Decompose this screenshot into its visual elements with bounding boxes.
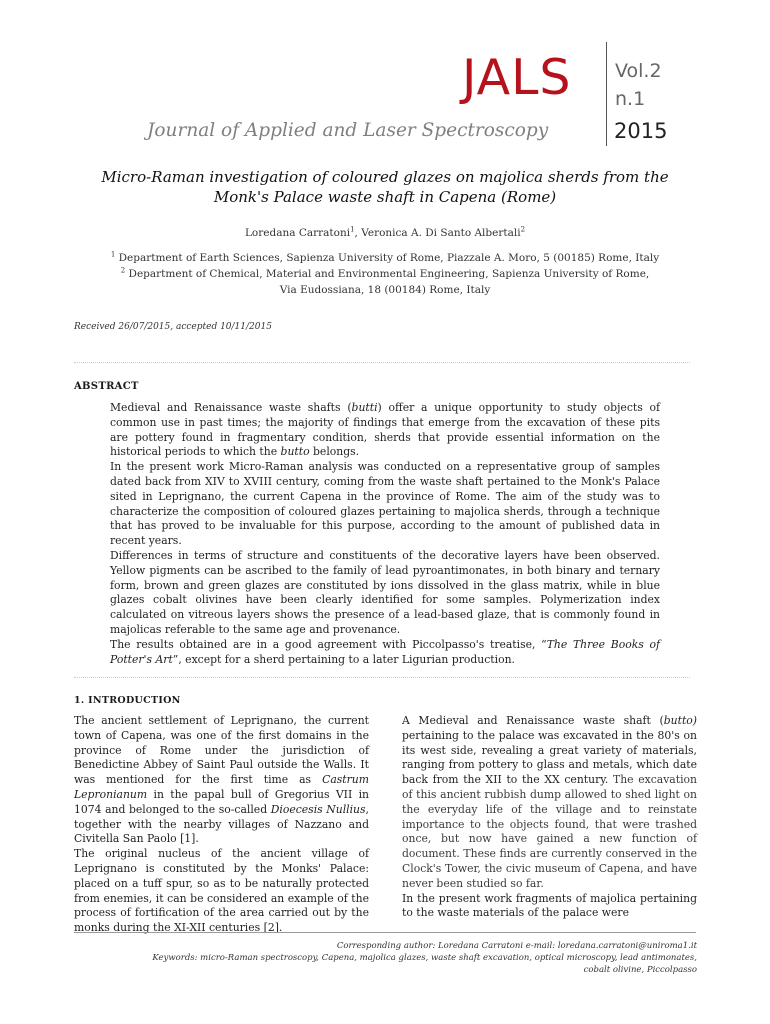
- abstract-body: [110, 401, 660, 667]
- affiliation-2-text: Department of Chemical, Material and Environmental Engineering, Sapienza University of Rome,: [125, 268, 650, 280]
- author-separator: ,: [354, 227, 362, 239]
- journal-name: Journal of Applied and Laser Spectroscopy: [147, 120, 549, 141]
- affiliation-2-line-2: Via Eudossiana, 18 (00184) Rome, Italy: [279, 284, 491, 296]
- article-title: [70, 167, 700, 207]
- body-emphasis: butto): [663, 714, 697, 727]
- abstract-paragraph-3: Differences in terms of structure and constituents of the decorative layers have been observed. Yellow pigments can be ascribed to the family of lead pyroantimonates, in both binary and ternary form, brown and green glazes are constituted by ions dissolved in the glass matrix, while in blue glazes cobalt olivines have been clearly identified for some samples. Polymerization index calculated on vitreous layers shows the presence of a lead-based glaze, that is commonly found in majolicas referable to the same age and provenance.: [110, 548, 660, 636]
- abstract-emphasis: butto: [280, 445, 310, 459]
- affiliation-1-text: Department of Earth Sciences, Sapienza University of Rome, Piazzale A. Moro, 5 (00185) Rome, Italy: [115, 252, 660, 264]
- publication-year: 2015: [614, 119, 668, 143]
- corresponding-author: Corresponding author: Loredana Carratoni e-mail: loredana.carratoni@uniroma1.it: [336, 941, 697, 951]
- affiliation-2: [70, 266, 700, 282]
- journal-logo: JALS: [462, 49, 572, 106]
- intro-paragraph-3: [402, 714, 697, 892]
- body-text: The excavation of this ancient rubbish dump allowed to shed light on the everyday life of the village and to reinstate importance to the objects found, that were trashed once, but now have gained a new function of document. These finds are currently conserved in the Clock's Tower, the civic museum of Capena, and have never been studied so far.: [402, 773, 697, 890]
- body-emphasis: Castrum Lepronianum: [74, 773, 369, 801]
- abstract-emphasis: The Three Books of Potter's Art: [110, 637, 660, 666]
- volume-label: Vol.2: [615, 60, 662, 82]
- intro-paragraph-4: In the present work fragments of majolica pertaining to the waste materials of the palace were: [402, 891, 697, 920]
- title-line-1: Micro-Raman investigation of coloured glazes on majolica sherds from the: [101, 168, 669, 186]
- author-2: Veronica A. Di Santo Albertali: [361, 227, 521, 239]
- affiliation-1-mark: 1: [110, 250, 116, 259]
- abstract-paragraph-4: [110, 638, 660, 668]
- issue-number: n.1: [615, 88, 646, 110]
- abstract-paragraph-2: In the present work Micro-Raman analysis was conducted on a representative group of samples dated back from XIV to XVIII century, coming from the waste shaft pertained to the Monk's Palace sited in Leprignano, the current Capena in the province of Rome. The aim of the study was to characterize the composition of coloured glazes pertaining to majolica sherds, through a technique that has proved to be invaluable for this purpose, according to the amount of published data in recent years.: [110, 460, 660, 548]
- footnote-rule: [74, 932, 696, 933]
- body-text: A Medieval and Renaissance waste shaft (: [402, 714, 664, 727]
- keywords-line-1: Keywords: micro-Raman spectroscopy, Capena, majolica glazes, waste shaft excavation, optical microscopy, lead antimonates,: [152, 953, 697, 963]
- body-text: , together with the nearby villages of Nazzano and Civitella San Paolo [1].: [74, 802, 369, 846]
- author-1-affil-mark: 1: [350, 225, 355, 234]
- abstract-text: ”, except for a sherd pertaining to a later Ligurian production.: [172, 652, 515, 666]
- abstract-emphasis: butti: [351, 401, 378, 414]
- left-column: [74, 714, 369, 936]
- body-emphasis: Dioecesis Nullius: [270, 802, 366, 816]
- keywords-line-2: cobalt olivine, Piccolpasso: [583, 965, 697, 975]
- intro-paragraph-1: [74, 714, 369, 847]
- abstract-text: The results obtained are in a good agreement with Piccolpasso's treatise, “: [110, 637, 547, 651]
- abstract-text: Medieval and Renaissance waste shafts (: [110, 401, 352, 414]
- divider-top: [74, 362, 690, 363]
- author-list: [70, 226, 700, 240]
- received-date: Received 26/07/2015, accepted 10/11/2015: [74, 322, 272, 332]
- abstract-paragraph-1: [110, 401, 660, 460]
- body-text: The ancient settlement of Leprignano, the current town of Capena, was one of the first domains in the province of Rome under the jurisdiction of Benedictine Abbey of Saint Paul outside the Walls. It was mentioned for the first time as: [74, 714, 369, 787]
- author-1: Loredana Carratoni: [244, 227, 351, 239]
- abstract-text: belongs.: [309, 445, 360, 459]
- author-2-affil-mark: 2: [520, 225, 526, 234]
- affiliation-2-mark: 2: [120, 266, 126, 275]
- title-line-2: Monk's Palace waste shaft in Capena (Rome): [213, 188, 557, 206]
- masthead-divider: [606, 42, 607, 146]
- abstract-heading: ABSTRACT: [74, 381, 139, 392]
- body-text: pertaining to the palace was excavated in the 80's on its west side, revealing a great variety of materials, ranging from pottery to glass and metals, which date back from the XII to the XX century.: [402, 728, 697, 787]
- intro-paragraph-2: The original nucleus of the ancient village of Leprignano is constituted by the Monks' Palace: placed on a tuff spur, so as to be naturally protected from enemies, it can be considered an example of the process of fortification of the area carried out by the monks during the XI-XII centuries [2].: [74, 847, 369, 935]
- body-text: in the papal bull of Gregorius VII in 1074 and belonged to the so-called: [74, 787, 369, 816]
- affiliation-1: [70, 250, 700, 266]
- right-column: [402, 714, 697, 921]
- abstract-text: ) offer a unique opportunity to study objects of common use in past times; the majority of findings that emerge from the excavation of these pits are pottery found in fragmentary condition, sherds that provide essential information on the historical periods to which the: [110, 401, 661, 459]
- divider-middle: [74, 677, 690, 678]
- section-heading-introduction: 1. INTRODUCTION: [74, 695, 181, 706]
